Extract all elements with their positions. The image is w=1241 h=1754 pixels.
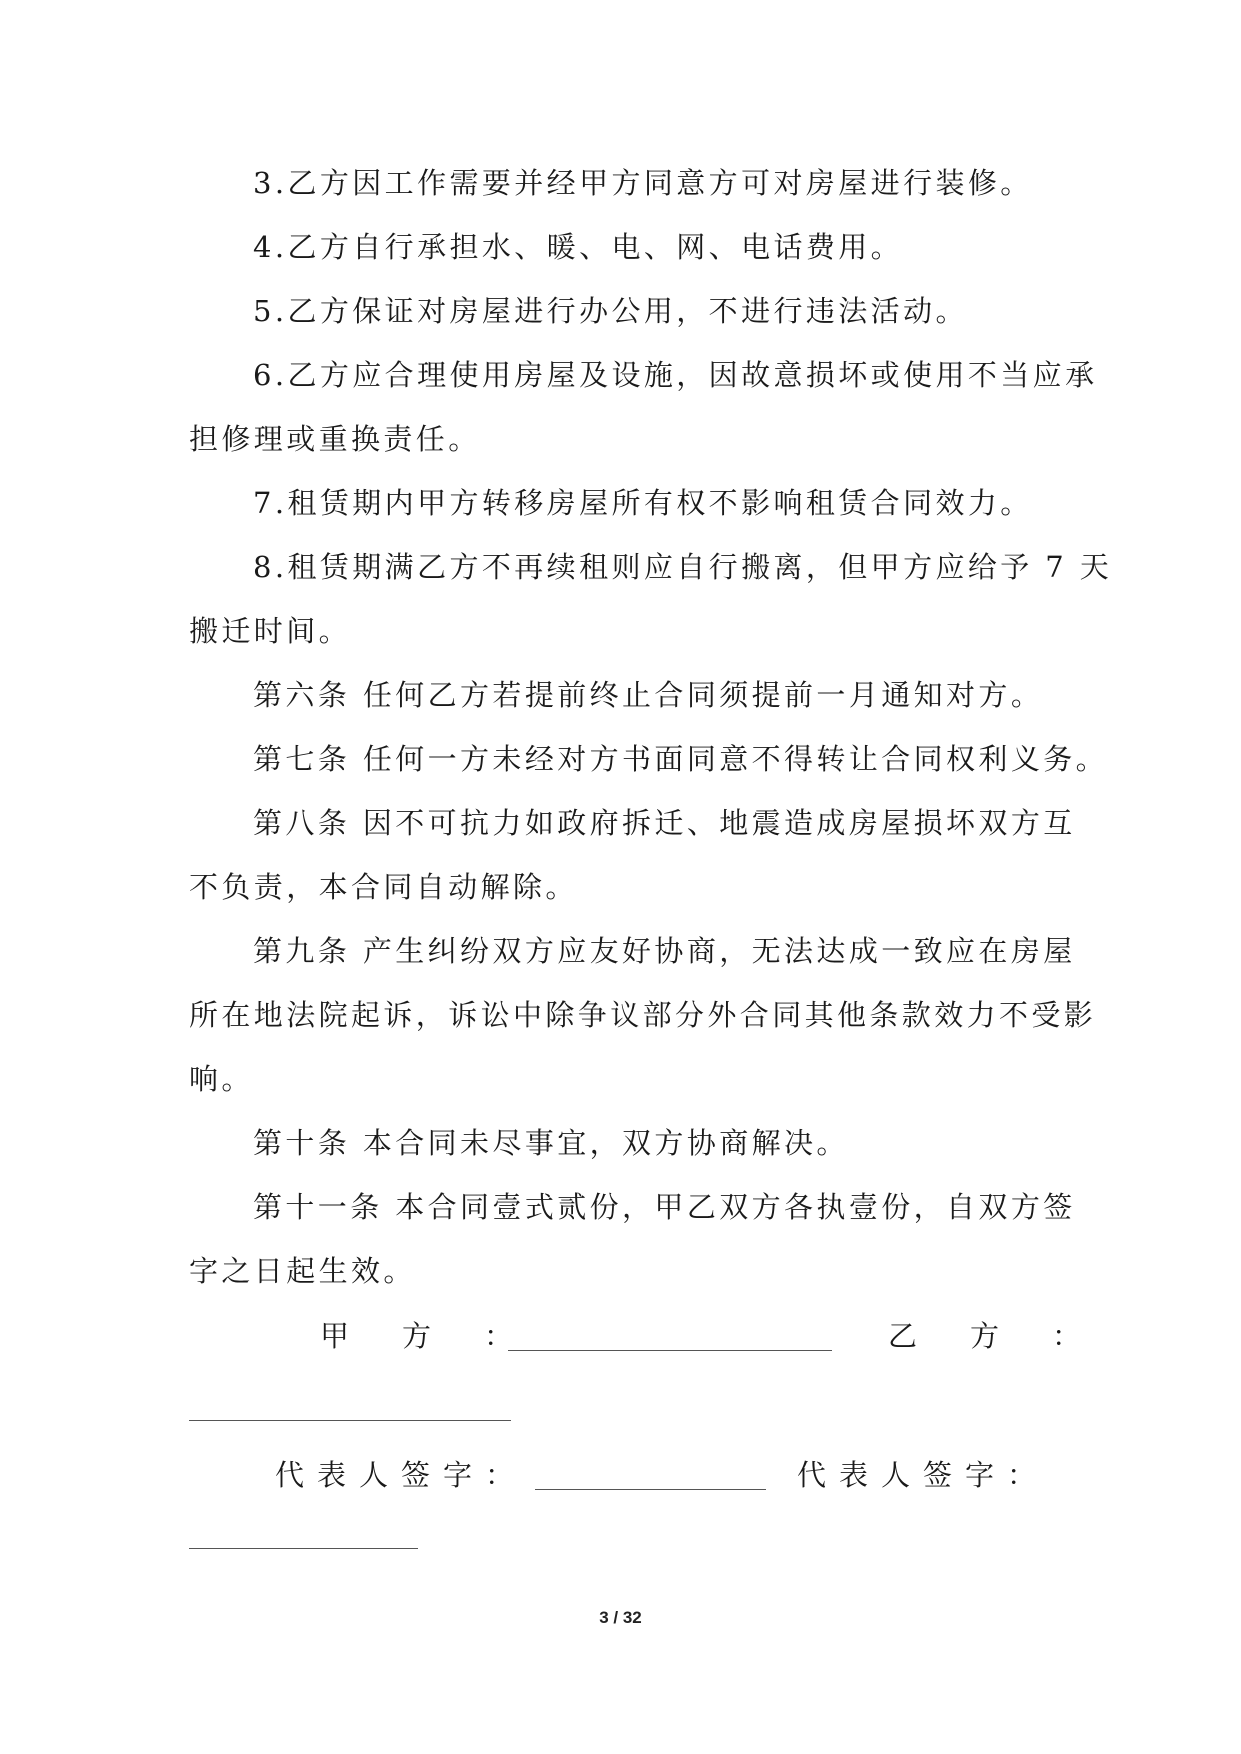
clause-item-8-cont: 搬迁时间。 [189, 614, 352, 648]
party-b-label: 乙 方 ： [888, 1319, 1094, 1353]
clause-item-6: 6.乙方应合理使用房屋及设施，因故意损坏或使用不当应承 [253, 358, 1098, 392]
article-10: 第十条 本合同未尽事宜，双方协商解决。 [253, 1126, 849, 1160]
clause-item-5: 5.乙方保证对房屋进行办公用，不进行违法活动。 [253, 294, 968, 328]
rep-b-label: 代表人签字： [797, 1458, 1050, 1492]
page-number: 3 / 32 [599, 1608, 642, 1627]
rep-a-label: 代表人签字： [275, 1458, 528, 1492]
rep-b-signature-line[interactable] [189, 1548, 418, 1549]
article-6: 第六条 任何乙方若提前终止合同须提前一月通知对方。 [253, 678, 1044, 712]
article-8: 第八条 因不可抗力如政府拆迁、地震造成房屋损坏双方互 [253, 806, 1076, 840]
party-a-signature-line[interactable] [508, 1350, 832, 1351]
article-11: 第十一条 本合同壹式贰份，甲乙双方各执壹份，自双方签 [253, 1190, 1076, 1224]
party-a-label: 甲 方 ： [320, 1319, 526, 1353]
clause-item-6-cont: 担修理或重换责任。 [189, 422, 481, 456]
article-9-cont-2: 响。 [189, 1062, 254, 1096]
clause-item-3: 3.乙方因工作需要并经甲方同意方可对房屋进行装修。 [253, 166, 1033, 200]
rep-a-signature-line[interactable] [535, 1489, 766, 1490]
article-11-cont: 字之日起生效。 [189, 1254, 416, 1288]
clause-item-4: 4.乙方自行承担水、暖、电、网、电话费用。 [253, 230, 904, 264]
party-b-signature-line[interactable] [189, 1420, 511, 1421]
article-7: 第七条 任何一方未经对方书面同意不得转让合同权利义务。 [253, 742, 1109, 776]
clause-item-8: 8.租赁期满乙方不再续租则应自行搬离，但甲方应给予 7 天 [253, 550, 1113, 584]
article-9-cont: 所在地法院起诉，诉讼中除争议部分外合同其他条款效力不受影 [189, 998, 1097, 1032]
article-8-cont: 不负责，本合同自动解除。 [189, 870, 578, 904]
article-9: 第九条 产生纠纷双方应友好协商，无法达成一致应在房屋 [253, 934, 1076, 968]
clause-item-7: 7.租赁期内甲方转移房屋所有权不影响租赁合同效力。 [253, 486, 1033, 520]
